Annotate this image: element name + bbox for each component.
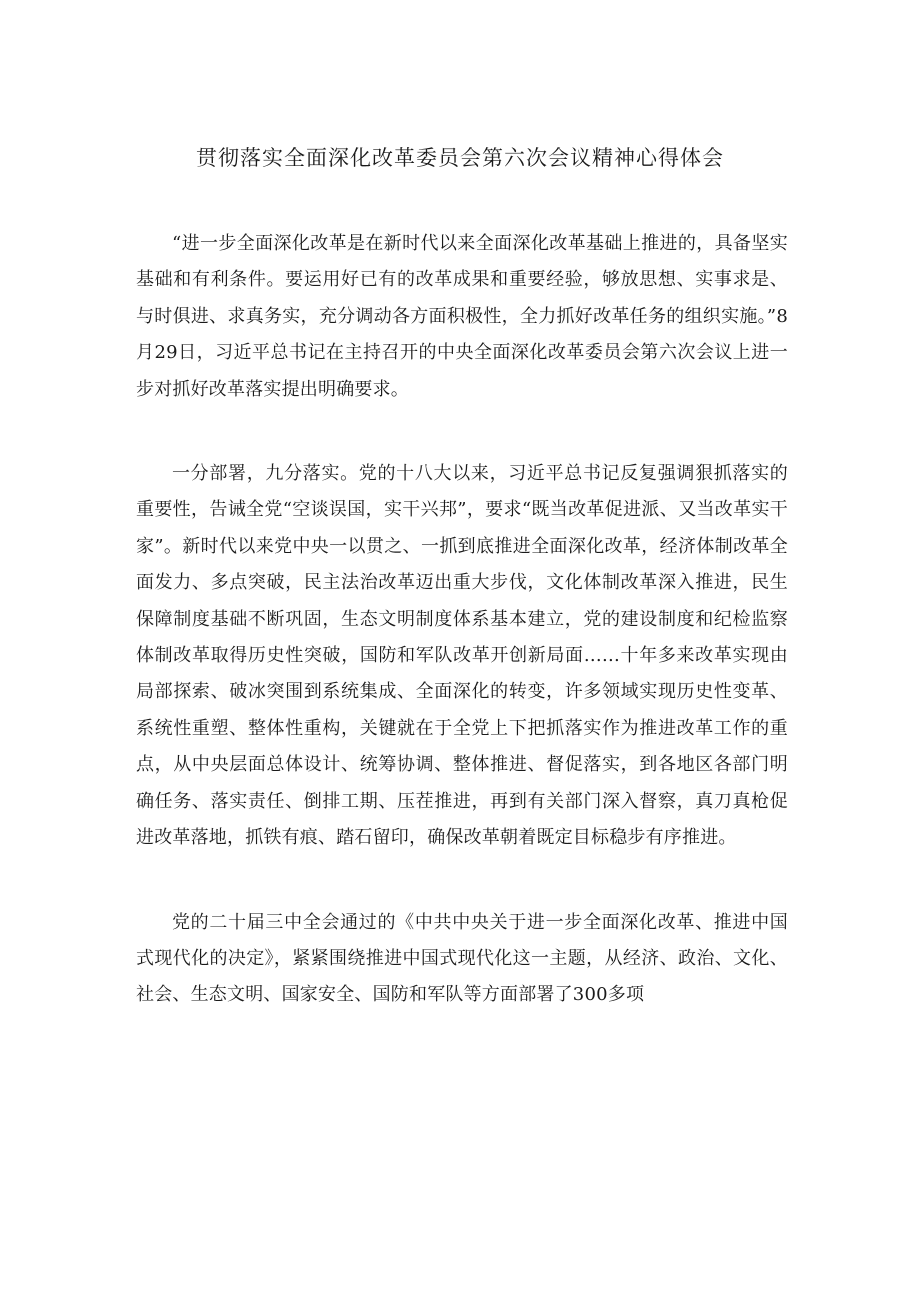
document-body <box>136 226 788 1062</box>
paragraph-1: “进一步全面深化改革是在新时代以来全面深化改革基础上推进的，具备坚实基础和有利条件。要运用好已有的改革成果和重要经验，够放思想、实事求是、与时俱进、求真务实，充分调动各方面积极性，全力抓好改革任务的组织实施。”8月29日，习近平总书记在主持召开的中央全面深化改革委员会第六次会议上进一步对抓好改革落实提出明确要求。 <box>136 233 788 400</box>
paragraph-3: 党的二十届三中全会通过的《中共中央关于进一步全面深化改革、推进中国式现代化的决定》，紧紧围绕推进中国式现代化这一主题，从经济、政治、文化、社会、生态文明、国家安全、国防和军队等方面部署了300多项 <box>136 911 788 1006</box>
paragraph-2: 一分部署，九分落实。党的十八大以来，习近平总书记反复强调狠抓落实的重要性，告诫全党“空谈误国，实干兴邦”，要求“既当改革促进派、又当改革实干家”。新时代以来党中央一以贯之、一抓到底推进全面深化改革，经济体制改革全面发力、多点突破，民主法治改革迈出重大步伐，文化体制改革深入推进，民生保障制度基础不断巩固，生态文明制度体系基本建立，党的建设制度和纪检监察体制改革取得历史性突破，国防和军队改革开创新局面……十年多来改革实现由局部探索、破冰突围到系统集成、全面深化的转变，许多领域实现历史性变革、系统性重塑、整体性重构，关键就在于全党上下把抓落实作为推进改革工作的重点，从中央层面总体设计、统筹协调、整体推进、督促落实，到各地区各部门明确任务、落实责任、倒排工期、压茬推进，再到有关部门深入督察，真刀真枪促进改革落地，抓铁有痕、踏石留印，确保改革朝着既定目标稳步有序推进。 <box>136 463 788 849</box>
document-title: 贯彻落实全面深化改革委员会第六次会议精神心得体会 <box>196 146 724 170</box>
